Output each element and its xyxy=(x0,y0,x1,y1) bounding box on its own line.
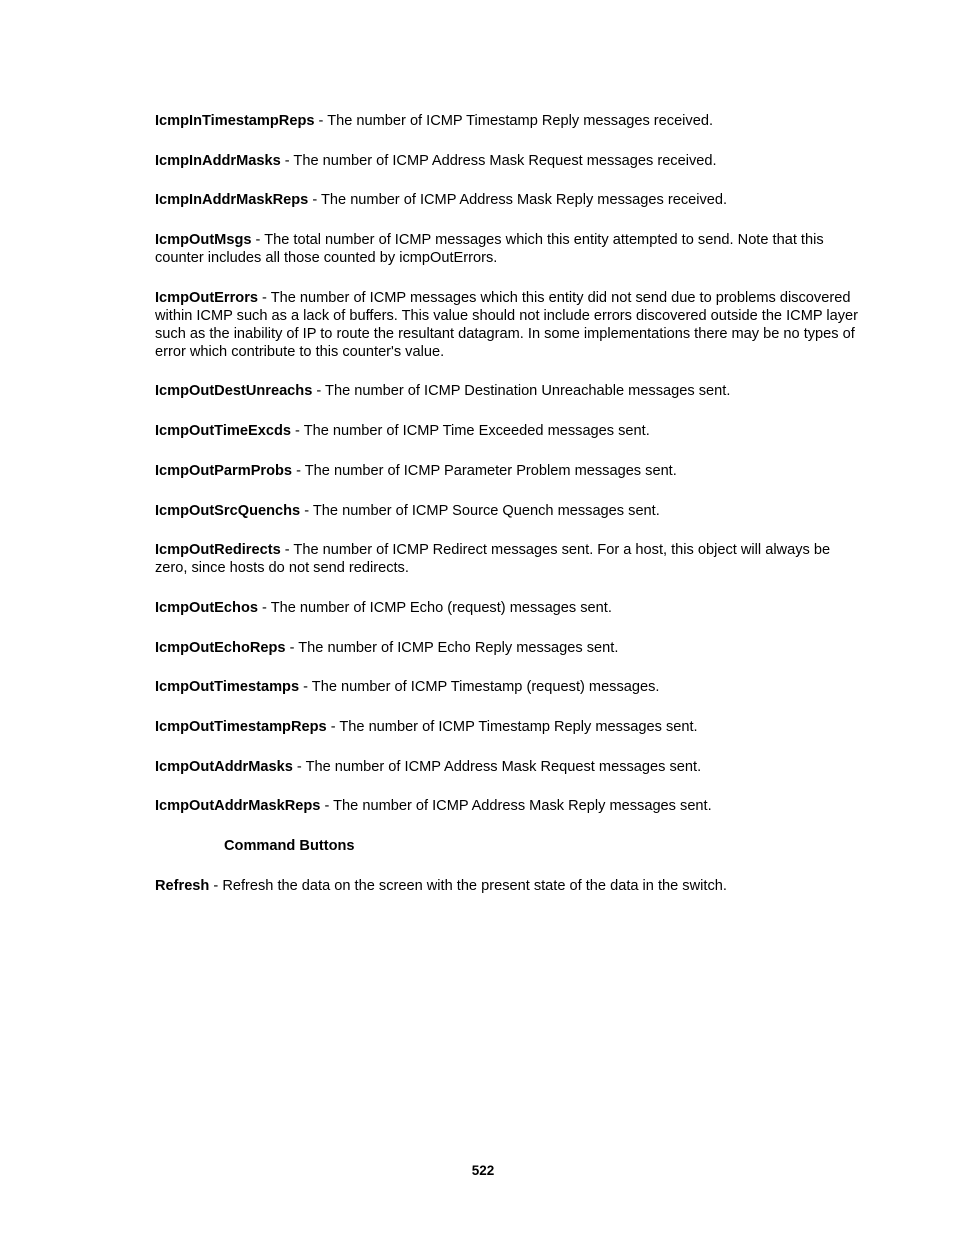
term: IcmpOutMsgs xyxy=(155,232,252,249)
description: - The number of ICMP Address Mask Reply messages sent. xyxy=(320,798,712,815)
term: IcmpOutTimestamps xyxy=(155,679,300,696)
description: - The number of ICMP Timestamp (request) messages. xyxy=(299,679,660,696)
term: IcmpOutAddrMaskReps xyxy=(155,798,321,815)
definition-icmp-out-src-quenchs xyxy=(155,502,860,520)
term: IcmpInTimestampReps xyxy=(155,113,315,129)
term: IcmpInAddrMaskReps xyxy=(155,192,309,209)
term: IcmpOutRedirects xyxy=(155,542,281,559)
definition-icmp-out-addr-masks xyxy=(155,758,860,776)
description: - The number of ICMP Source Quench messages sent. xyxy=(300,502,660,519)
definition-icmp-in-addr-mask-reps xyxy=(155,191,860,209)
term: IcmpOutTimestampReps xyxy=(155,718,327,735)
term: IcmpOutParmProbs xyxy=(155,462,293,479)
definition-refresh xyxy=(155,877,860,895)
description: - The number of ICMP Address Mask Reply messages received. xyxy=(308,192,728,209)
term: IcmpOutDestUnreachs xyxy=(155,383,313,400)
description: - The number of ICMP messages which this entity did not send due to problems discovered within ICMP such as a lack of buffers. This value should not include errors discovered outside the ICMP layer such as the inability of IP to route the resultant datagram. In some implementations there may be no types of error which contribute to this counter's value. xyxy=(155,289,859,360)
term: Refresh xyxy=(155,877,210,894)
definition-icmp-out-timestamp-reps xyxy=(155,718,860,736)
definition-icmp-out-echo-reps xyxy=(155,639,860,657)
term: IcmpOutEchoReps xyxy=(155,639,286,656)
definition-icmp-out-parm-probs xyxy=(155,462,860,480)
term: IcmpOutSrcQuenchs xyxy=(155,502,301,519)
definition-icmp-out-time-excds xyxy=(155,422,860,440)
definition-icmp-in-addr-masks xyxy=(155,152,860,170)
term: IcmpOutErrors xyxy=(155,289,258,306)
description: - The number of ICMP Address Mask Request messages sent. xyxy=(292,758,702,775)
definition-icmp-out-redirects xyxy=(155,541,860,577)
description: - The number of ICMP Parameter Problem messages sent. xyxy=(292,462,677,479)
page-number: 522 xyxy=(471,1163,495,1178)
definition-list-counters xyxy=(155,112,860,815)
description: - The number of ICMP Echo (request) messages sent. xyxy=(257,599,612,616)
term: IcmpOutEchos xyxy=(155,599,258,616)
description: - Refresh the data on the screen with the present state of the data in the switch. xyxy=(209,877,727,894)
definition-icmp-out-echos xyxy=(155,599,860,617)
document-body xyxy=(155,112,860,916)
description: - The number of ICMP Destination Unreachable messages sent. xyxy=(312,383,731,400)
definition-icmp-out-msgs xyxy=(155,231,860,267)
term: IcmpOutTimeExcds xyxy=(155,423,291,440)
term: IcmpInAddrMasks xyxy=(155,152,281,169)
term: IcmpOutAddrMasks xyxy=(155,758,293,775)
description: - The number of ICMP Timestamp Reply messages received. xyxy=(314,113,714,129)
description: - The number of ICMP Redirect messages sent. For a host, this object will always be zero, since hosts do not send redirects. xyxy=(155,542,831,577)
description: - The number of ICMP Address Mask Request messages received. xyxy=(280,152,717,169)
definition-icmp-out-errors xyxy=(155,289,860,361)
definition-icmp-in-timestamp-reps xyxy=(155,112,860,130)
description: - The number of ICMP Echo Reply messages sent. xyxy=(285,639,619,656)
definition-list-command-buttons xyxy=(155,877,860,895)
section-heading-command-buttons: Command Buttons xyxy=(224,838,355,854)
definition-icmp-out-timestamps xyxy=(155,678,860,696)
description: - The number of ICMP Timestamp Reply messages sent. xyxy=(326,718,698,735)
definition-icmp-out-addr-mask-reps xyxy=(155,797,860,815)
description: - The number of ICMP Time Exceeded messages sent. xyxy=(290,423,650,440)
description: - The total number of ICMP messages which this entity attempted to send. Note that this counter includes all those counted by icmpOutErrors. xyxy=(155,232,824,267)
definition-icmp-out-dest-unreachs xyxy=(155,382,860,400)
